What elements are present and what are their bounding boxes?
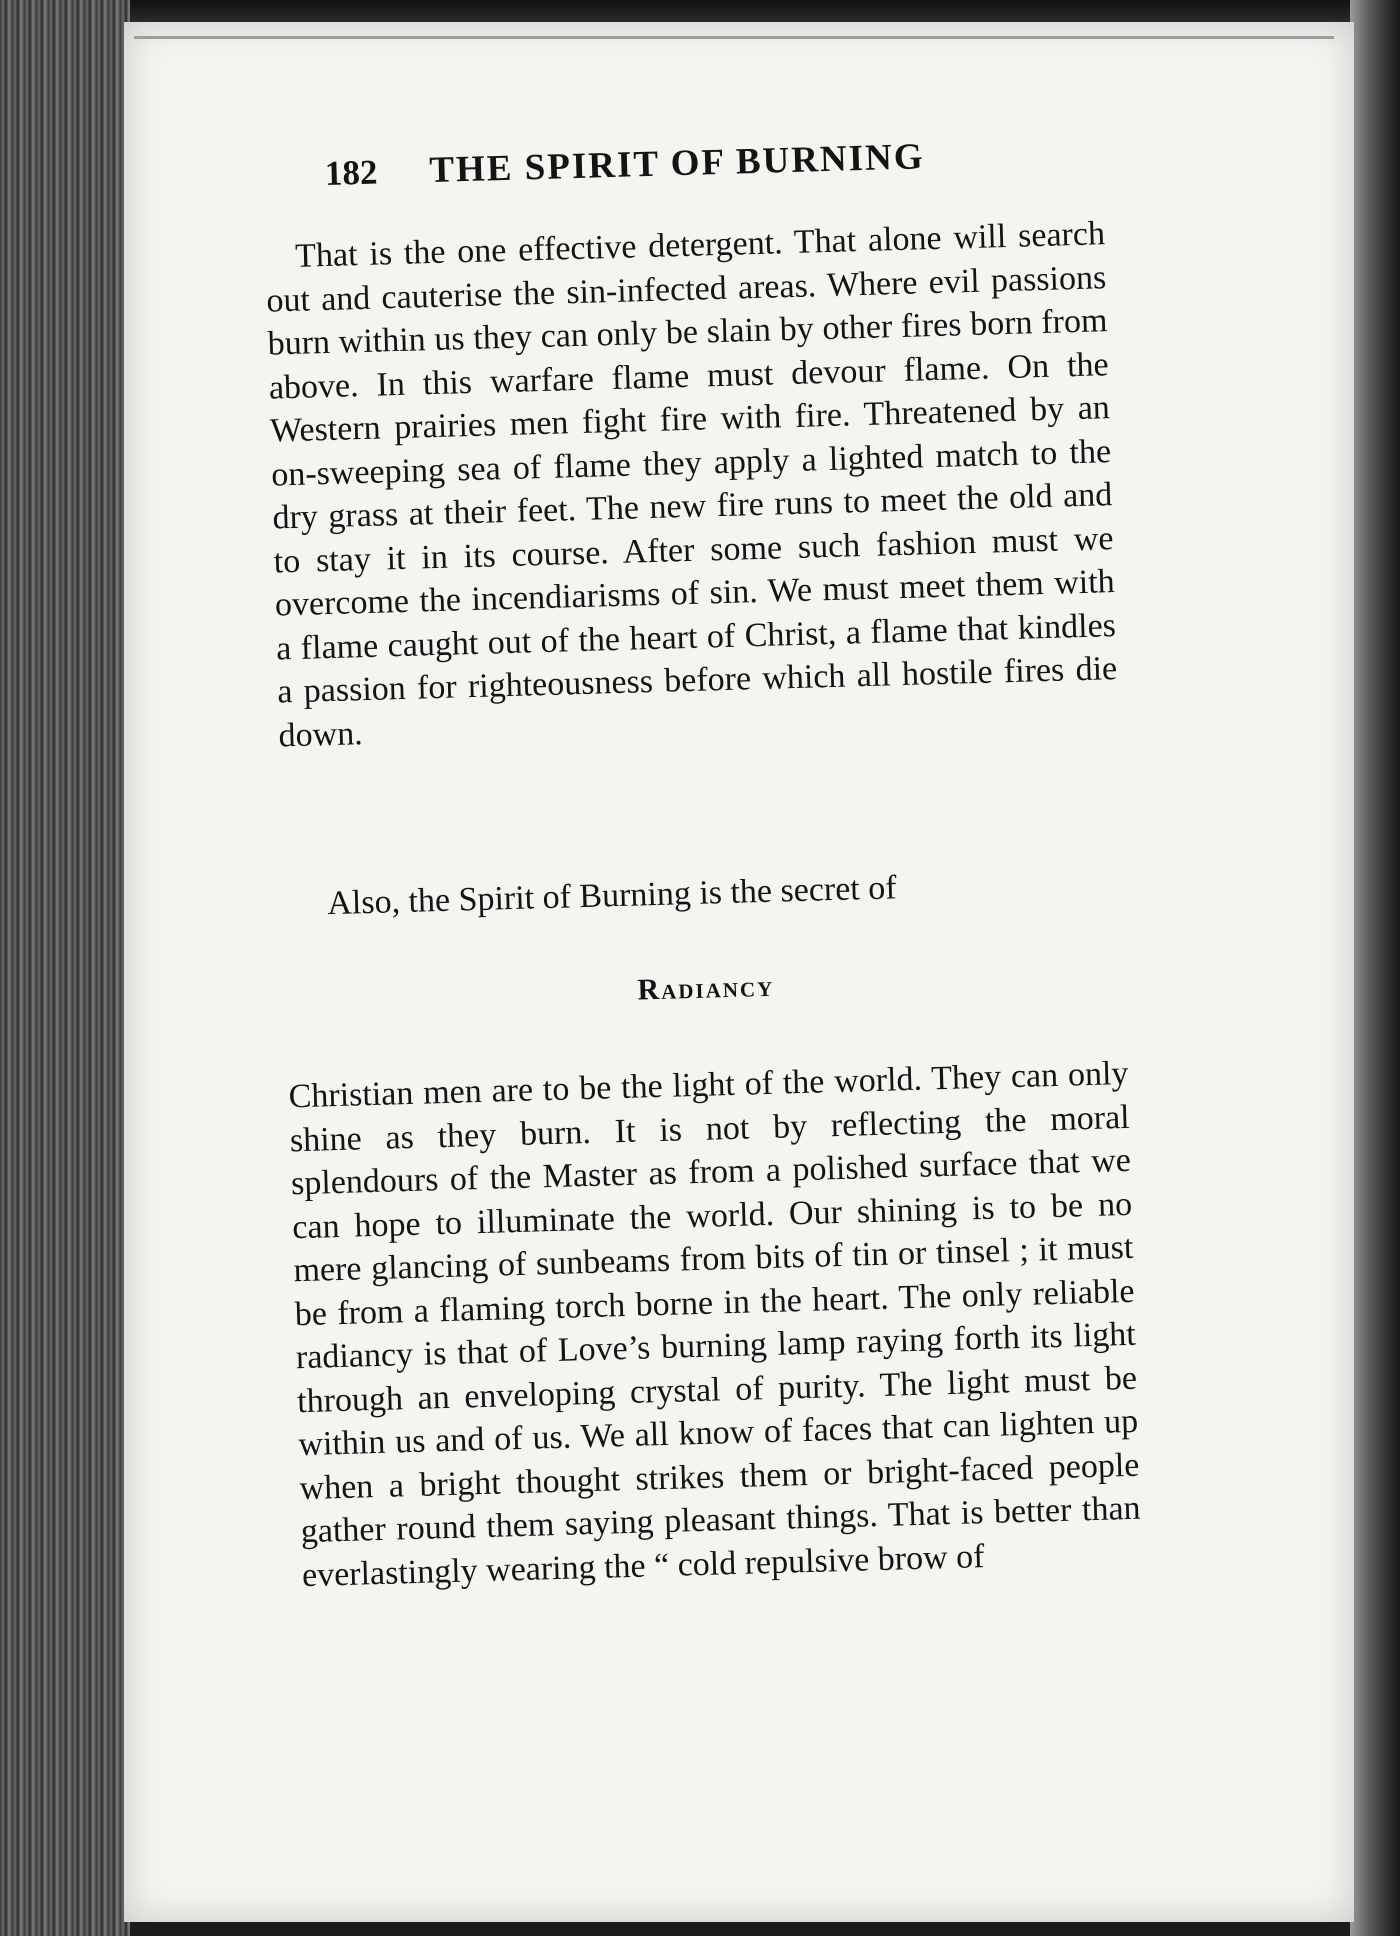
section-heading: Radiancy: [636, 969, 775, 1007]
paragraph-radiancy: Christian men are to be the light of the world. They can only shine as they burn. It is not by reflecting the moral splendours of the Master as from a polished surface that we can hope to illuminate the world. Our shining is to be no mere glancing of sunbeams from bits of tin or tinsel ; it must be from a flaming torch borne in the heart. The only reliable radiancy is that of Love’s burning lamp raying forth its light through an enveloping crystal of purity. The light must be within us and of us. We all know of faces that can lighten up when a bright thought strikes them or bright-faced people gather round them saying pleasant things. That is better than everlastingly wearing the “ cold repulsive brow of: [288, 1054, 1142, 1594]
text-block: [99, 6, 1382, 1936]
page-number: 182: [324, 152, 378, 193]
page-sheet: [124, 22, 1354, 1922]
running-title: THE SPIRIT OF BURNING: [428, 136, 926, 192]
paragraph-detergent: That is the one effective detergent. That alone will search out and cauterise the sin-infected areas. Where evil passions burn within us they can only be slain by other fires born from above. In this warfare flame must devour flame. On the Western prairies men fight fire with fire. Threatened by an on-sweeping sea of flame they apply a lighted match to the dry grass at their feet. The new fire runs to meet the old and to stay it in its course. After some such fashion must we overcome the incendiarisms of sin. We must meet them with a flame caught out of the heart of Christ, a flame that kindles a passion for righteousness before which all hostile fires die down.: [265, 215, 1118, 754]
paragraph-spirit-secret: Also, the Spirit of Burning is the secret of: [326, 869, 898, 923]
running-head: [324, 130, 1105, 212]
